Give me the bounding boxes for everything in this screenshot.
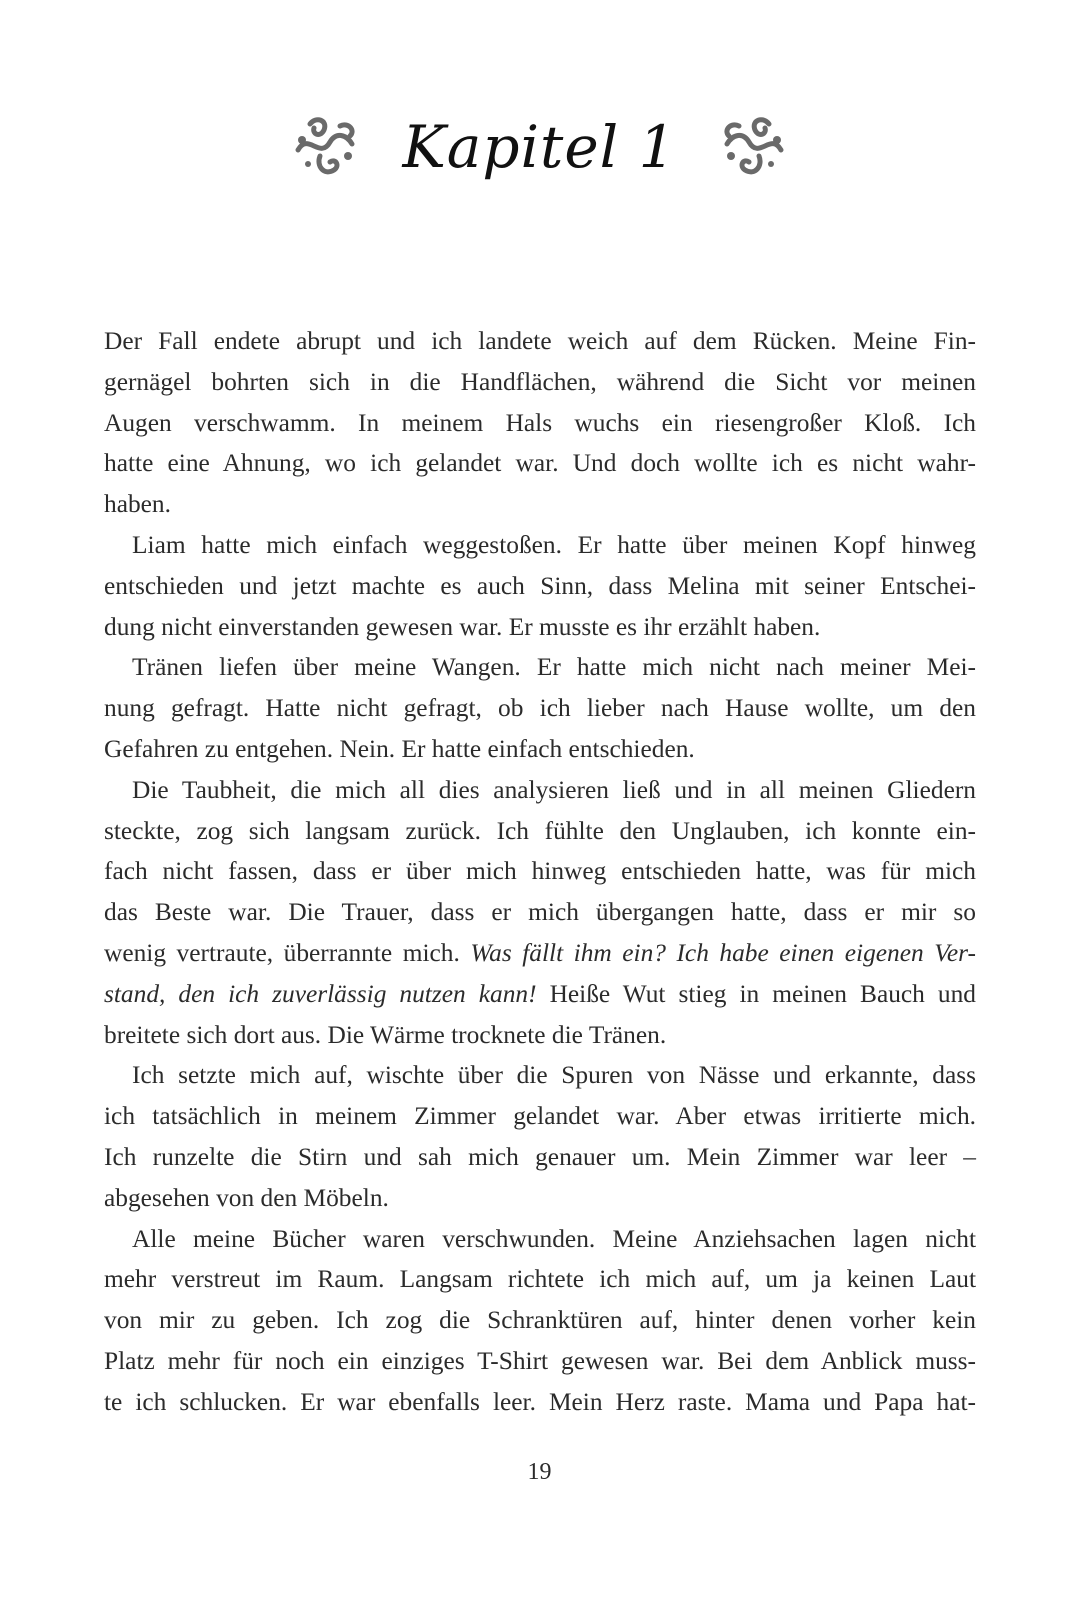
chapter-heading: [0, 92, 1079, 202]
text-line: gernägel bohrten sich in die Handflächen, während die Sicht vor meinen: [104, 367, 976, 396]
text-line: Gefahren zu entgehen. Nein. Er hatte einfach entschieden.: [104, 734, 695, 763]
text-run: Heiße Wut stieg in meinen Bauch und: [536, 979, 976, 1008]
text-line: breitete sich dort aus. Die Wärme trocknete die Tränen.: [104, 1020, 667, 1049]
italic-thought: Was fällt ihm ein? Ich habe einen eigenen Ver-: [470, 938, 976, 967]
text-line: Ich runzelte die Stirn und sah mich genauer um. Mein Zimmer war leer –: [104, 1142, 976, 1171]
text-line: ich tatsächlich in meinem Zimmer gelandet war. Aber etwas irritierte mich.: [104, 1102, 976, 1131]
text-line: haben.: [104, 490, 171, 519]
text-line: Alle meine Bücher waren verschwunden. Meine Anziehsachen lagen nicht: [132, 1224, 976, 1253]
text-line: Der Fall endete abrupt und ich landete weich auf dem Rücken. Meine Fin-: [104, 327, 976, 355]
italic-thought: stand, den ich zuverlässig nutzen kann!: [104, 979, 537, 1008]
text-line-mixed: [104, 974, 976, 1015]
body-text: [104, 321, 976, 1423]
text-run: wenig vertraute, überrannte mich.: [104, 938, 471, 967]
page-number: 19: [527, 1459, 552, 1485]
text-line: Augen verschwamm. In meinem Hals wuchs ein riesengroßer Kloß. Ich: [104, 408, 976, 437]
text-line: fach nicht fassen, dass er über mich hinweg entschieden hatte, was für mich: [104, 857, 976, 886]
text-line: mehr verstreut im Raum. Langsam richtete ich mich auf, um ja keinen Laut: [104, 1265, 976, 1294]
text-line: abgesehen von den Möbeln.: [104, 1183, 389, 1212]
text-line: hatte eine Ahnung, wo ich gelandet war. Und doch wollte ich es nicht wahr-: [104, 449, 976, 478]
text-line: das Beste war. Die Trauer, dass er mich übergangen hatte, dass er mir so: [104, 898, 976, 927]
text-line: te ich schlucken. Er war ebenfalls leer. Mein Herz raste. Mama und Papa hat-: [104, 1387, 976, 1416]
text-line: entschieden und jetzt machte es auch Sinn, dass Melina mit seiner Entschei-: [104, 571, 976, 600]
text-line: dung nicht einverstanden gewesen war. Er musste es ihr erzählt haben.: [104, 612, 821, 641]
text-line: Platz mehr für noch ein einziges T-Shirt gewesen war. Bei dem Anblick muss-: [104, 1346, 976, 1375]
text-line-mixed: [104, 933, 976, 974]
text-line: steckte, zog sich langsam zurück. Ich fühlte den Unglauben, ich konnte ein-: [104, 816, 976, 845]
text-line: Die Taubheit, die mich all dies analysieren ließ und in all meinen Gliedern: [132, 775, 976, 804]
text-line: nung gefragt. Hatte nicht gefragt, ob ich lieber nach Hause wollte, um den: [104, 694, 976, 723]
left-flourish-icon: [290, 112, 362, 182]
text-line: von mir zu geben. Ich zog die Schranktüren auf, hinter denen vorher kein: [104, 1306, 976, 1335]
text-line: Liam hatte mich einfach weggestoßen. Er hatte über meinen Kopf hinweg: [132, 530, 976, 559]
text-line: Tränen liefen über meine Wangen. Er hatte mich nicht nach meiner Mei-: [132, 653, 976, 682]
chapter-title: Kapitel 1: [402, 113, 677, 181]
right-flourish-icon: [717, 112, 789, 182]
text-line: Ich setzte mich auf, wischte über die Spuren von Nässe und erkannte, dass: [132, 1061, 976, 1090]
